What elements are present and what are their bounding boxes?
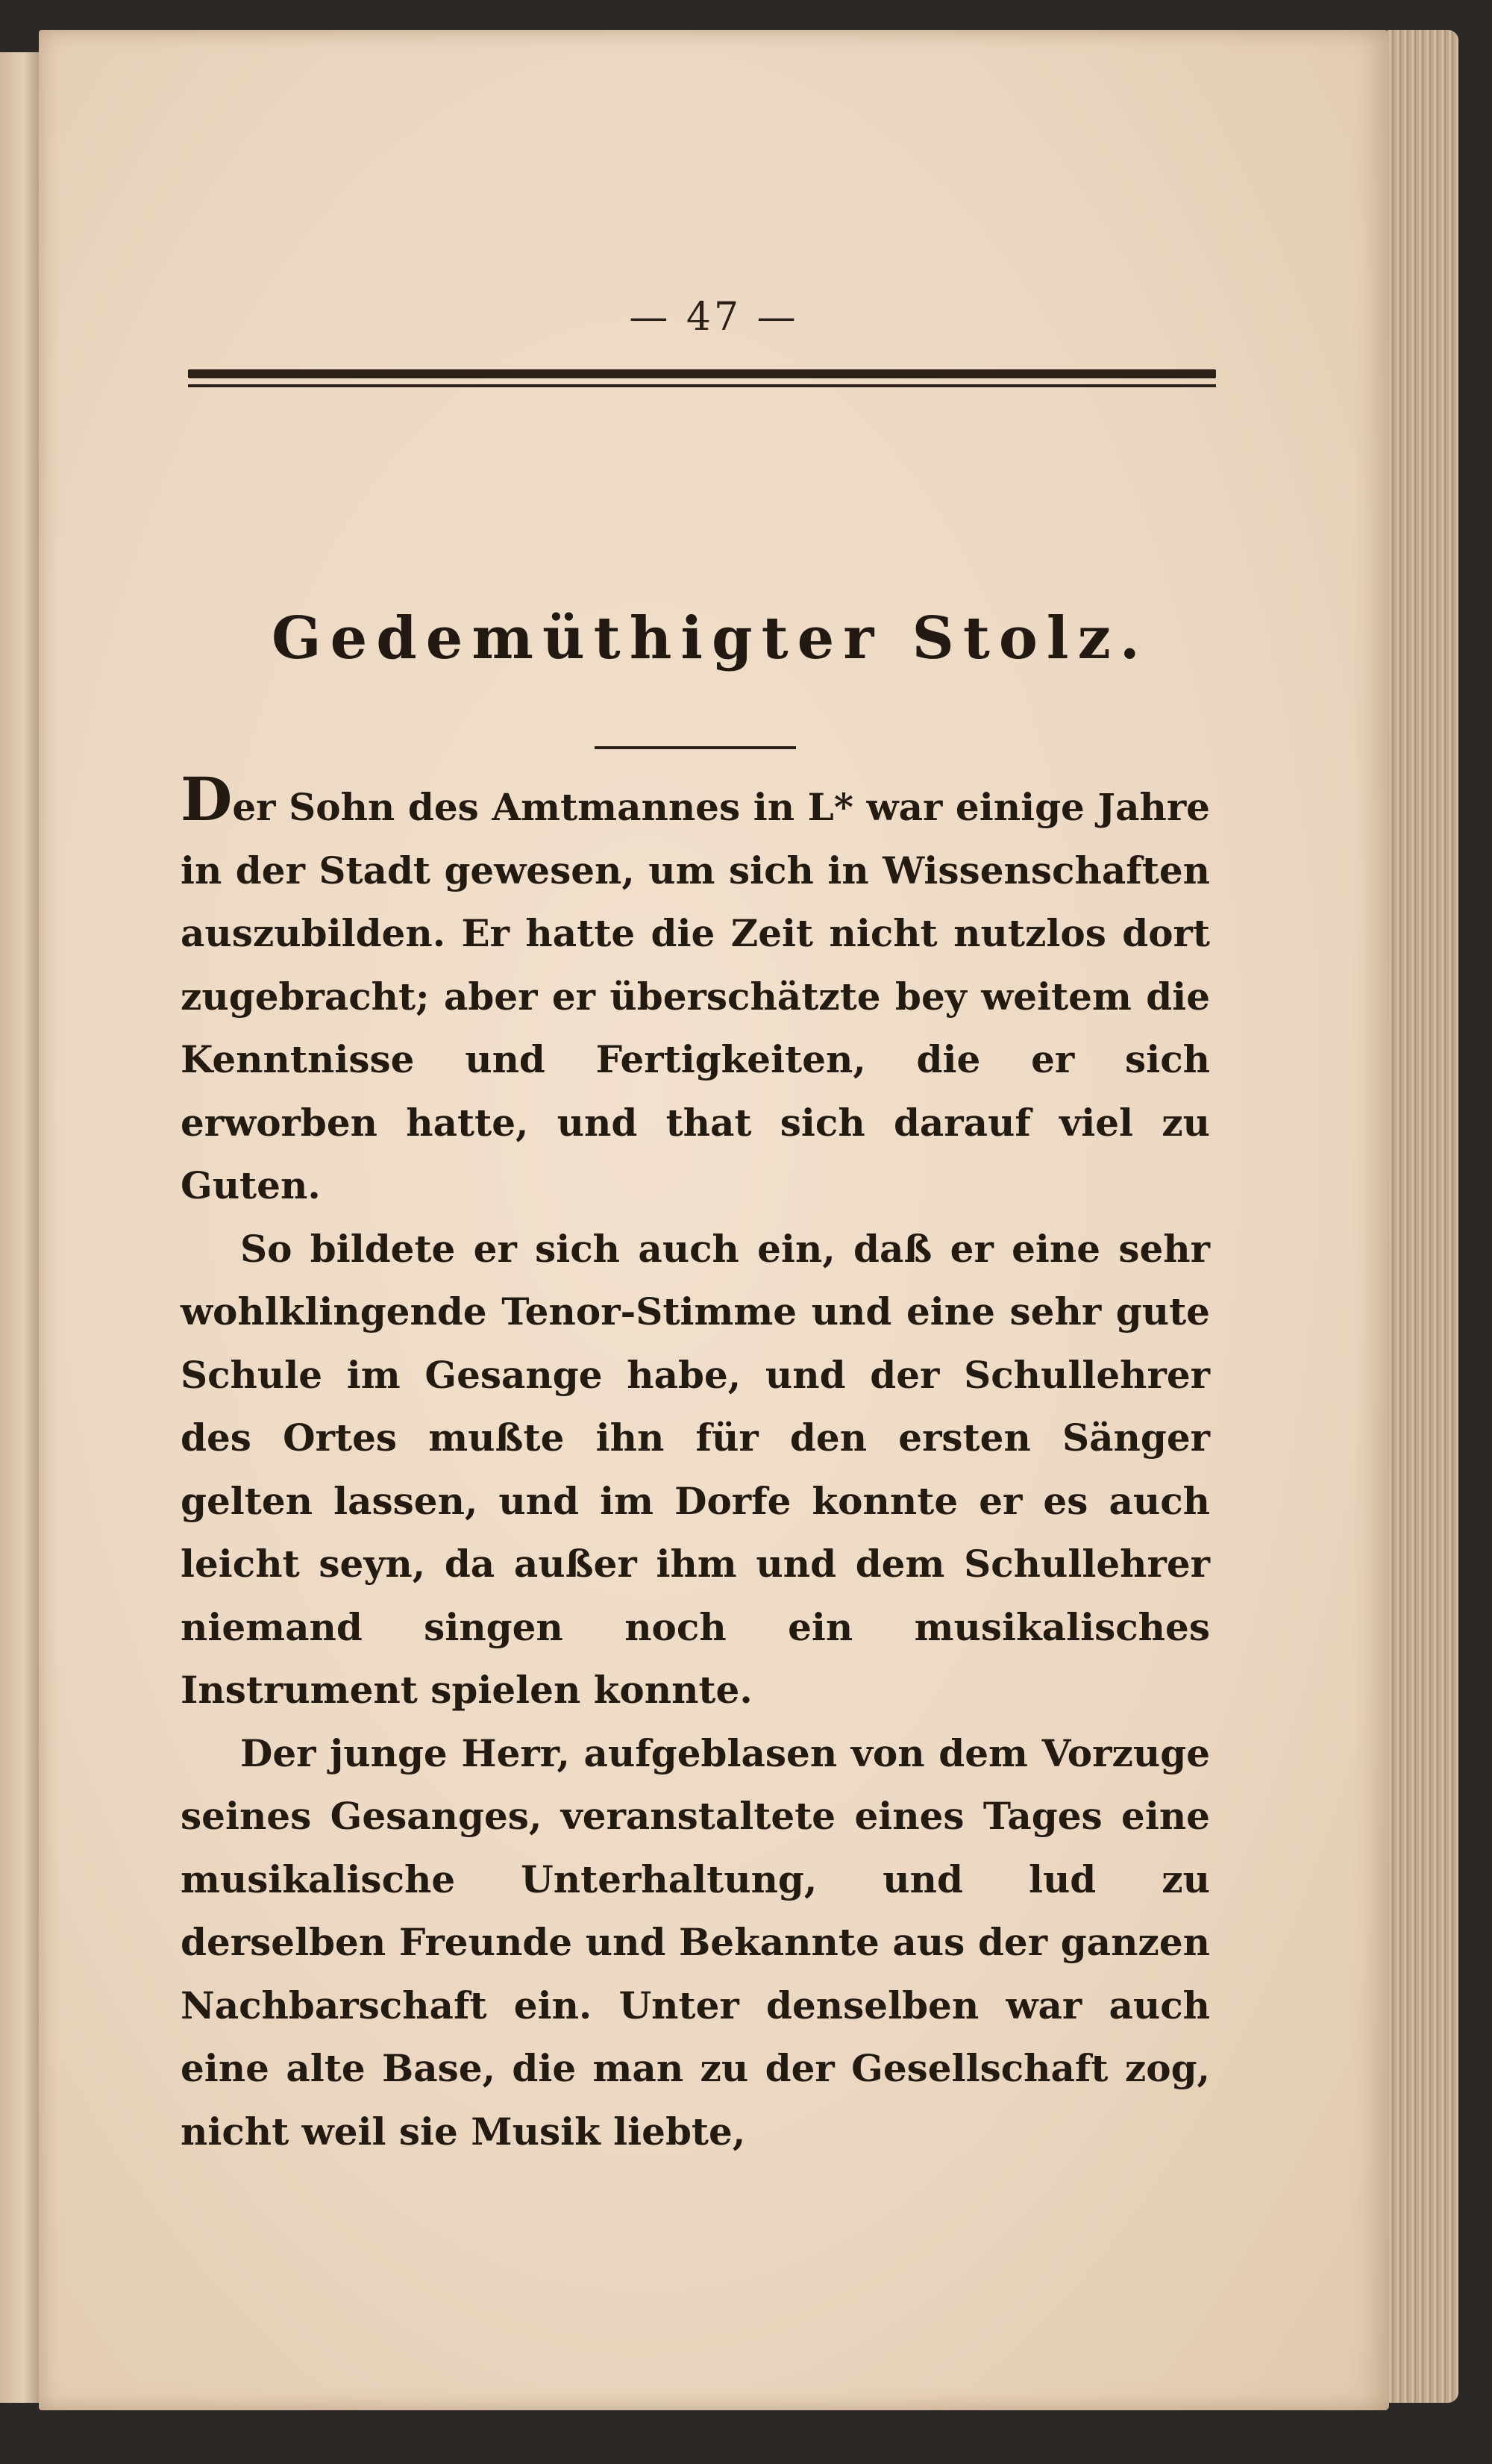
page-edge-stack [1388, 30, 1458, 2403]
title-rule [595, 746, 796, 749]
header-rule-thin [188, 384, 1216, 387]
chapter-title: Gedemüthigter Stolz. [272, 604, 1149, 672]
paragraph-3: Der junge Herr, aufgeblasen von dem Vorzuge seines Gesanges, veranstaltete eines Tages eine musikalische Unterhaltung, und lud zu derselben Freunde und Bekannte aus der ganzen Nachbarschaft ein. Unter denselben war auch eine alte Base, die man zu der Gesellschaft zog, nicht weil sie Musik liebte, [181, 1730, 1210, 2154]
left-page-edge [0, 52, 40, 2403]
paragraph-1 [181, 764, 1210, 1218]
paragraph-1-text: er Sohn des Amtmannes in L* war einige Jahre in der Stadt gewesen, um sich in Wissenschaften auszubilden. Er hatte die Zeit nicht nutzlos dort zugebracht; aber er überschätzte bey weitem die Kenntnisse und Fertigkeiten, die er sich erworben hatte, und that sich darauf viel zu Guten. [181, 785, 1210, 1207]
header-rule-thick [188, 369, 1216, 378]
body-text [181, 764, 1210, 2163]
drop-initial: D [181, 764, 233, 834]
page-number: — 47 — [629, 295, 799, 340]
book-page [39, 30, 1389, 2410]
paragraph-2: So bildete er sich auch ein, daß er eine sehr wohlklingende Tenor-Stimme und eine sehr gute Schule im Gesange habe, und der Schullehrer des Ortes mußte ihn für den ersten Sänger gelten lassen, und im Dorfe konnte er es auch leicht seyn, da außer ihm und dem Schullehrer niemand singen noch ein musikalisches Instrument spielen konnte. [181, 1226, 1210, 1712]
